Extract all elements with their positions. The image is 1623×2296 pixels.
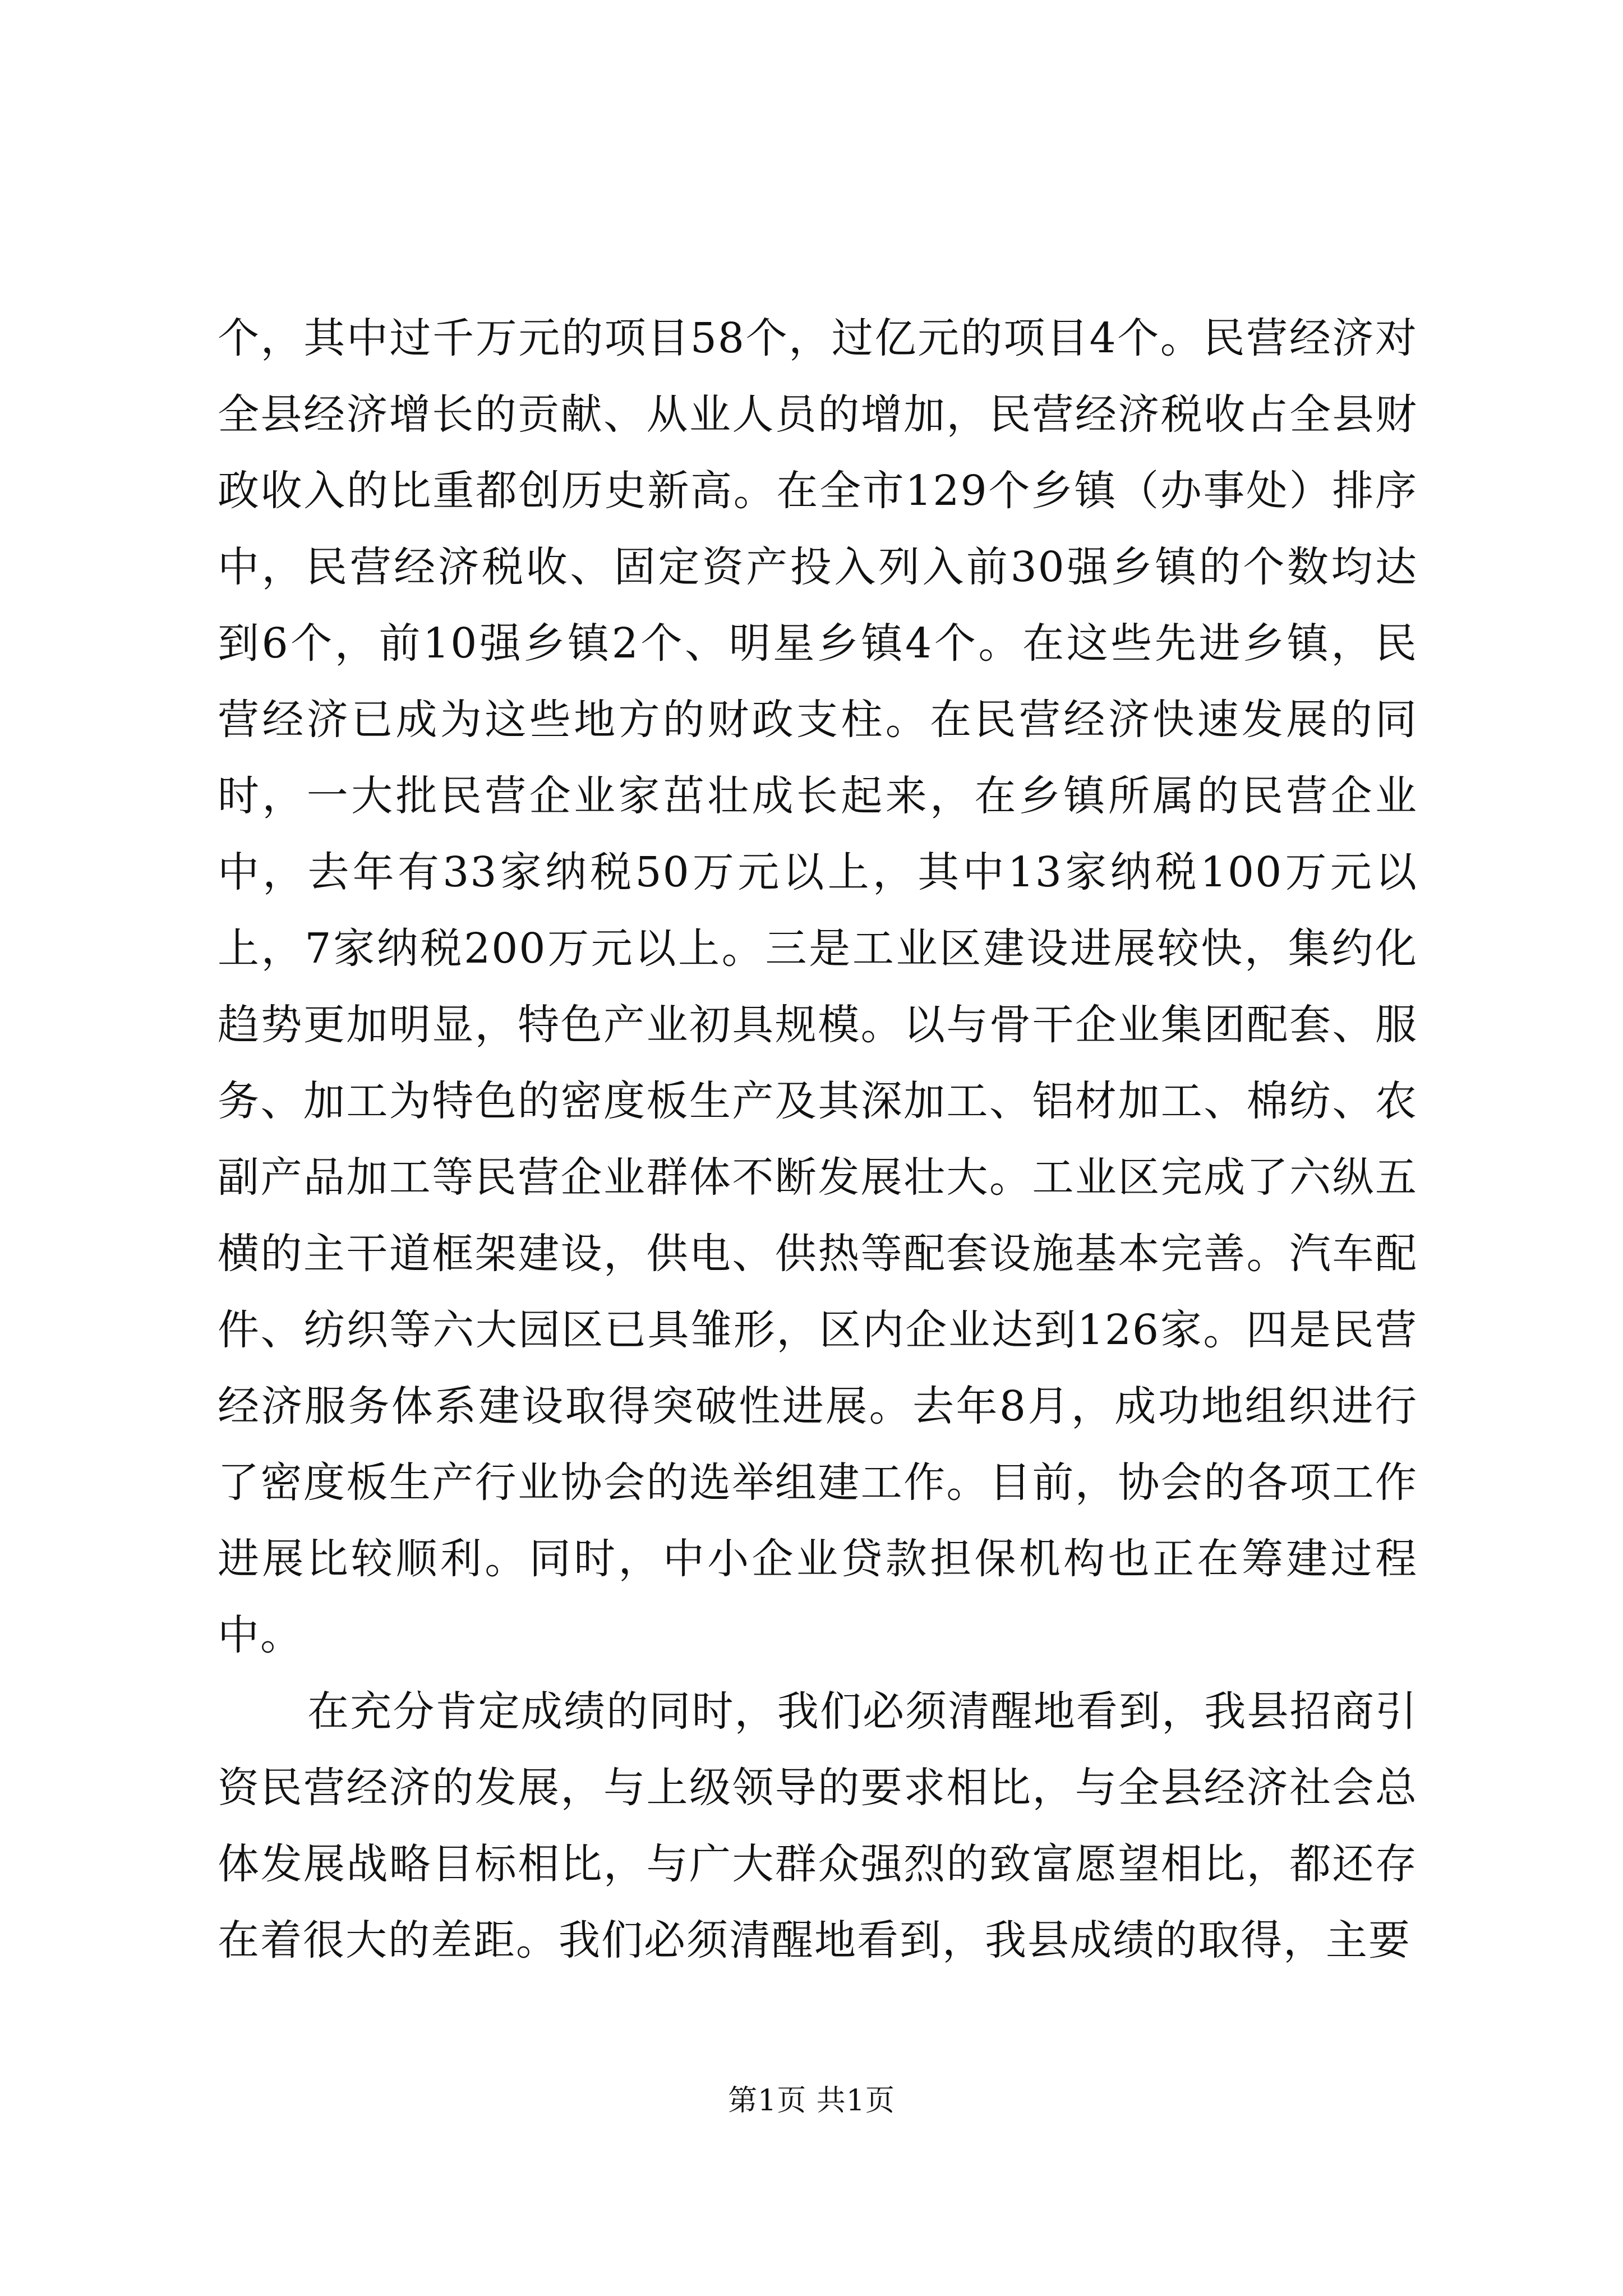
- paragraph-1: 个，其中过千万元的项目58个，过亿元的项目4个。民营经济对全县经济增长的贡献、从业人员的增加，民营经济税收占全县财政收入的比重都创历史新高。在全市129个乡镇（办事处）排序中，民营经济税收、固定资产投入列入前30强乡镇的个数均达到6个，前10强乡镇2个、明星乡镇4个。在这些先进乡镇，民营经济已成为这些地方的财政支柱。在民营经济快速发展的同时，一大批民营企业家茁壮成长起来，在乡镇所属的民营企业中，去年有33家纳税50万元以上，其中13家纳税100万元以上，7家纳税200万元以上。三是工业区建设进展较快，集约化趋势更加明显，特色产业初具规模。以与骨干企业集团配套、服务、加工为特色的密度板生产及其深加工、铝材加工、棉纺、农副产品加工等民营企业群体不断发展壮大。工业区完成了六纵五横的主干道框架建设，供电、供热等配套设施基本完善。汽车配件、纺织等六大园区已具雏形，区内企业达到126家。四是民营经济服务体系建设取得突破性进展。去年8月，成功地组织进行了密度板生产行业协会的选举组建工作。目前，协会的各项工作进展比较顺利。同时，中小企业贷款担保机构也正在筹建过程中。: [218, 314, 1418, 1659]
- page-footer: 第1页 共1页: [728, 2084, 895, 2118]
- document-body: [218, 300, 1418, 1978]
- paragraph-2: 在充分肯定成绩的同时，我们必须清醒地看到，我县招商引资民营经济的发展，与上级领导的要求相比，与全县经济社会总体发展战略目标相比，与广大群众强烈的致富愿望相比，都还存在着很大的差距。我们必须清醒地看到，我县成绩的取得，主要: [218, 1687, 1418, 1964]
